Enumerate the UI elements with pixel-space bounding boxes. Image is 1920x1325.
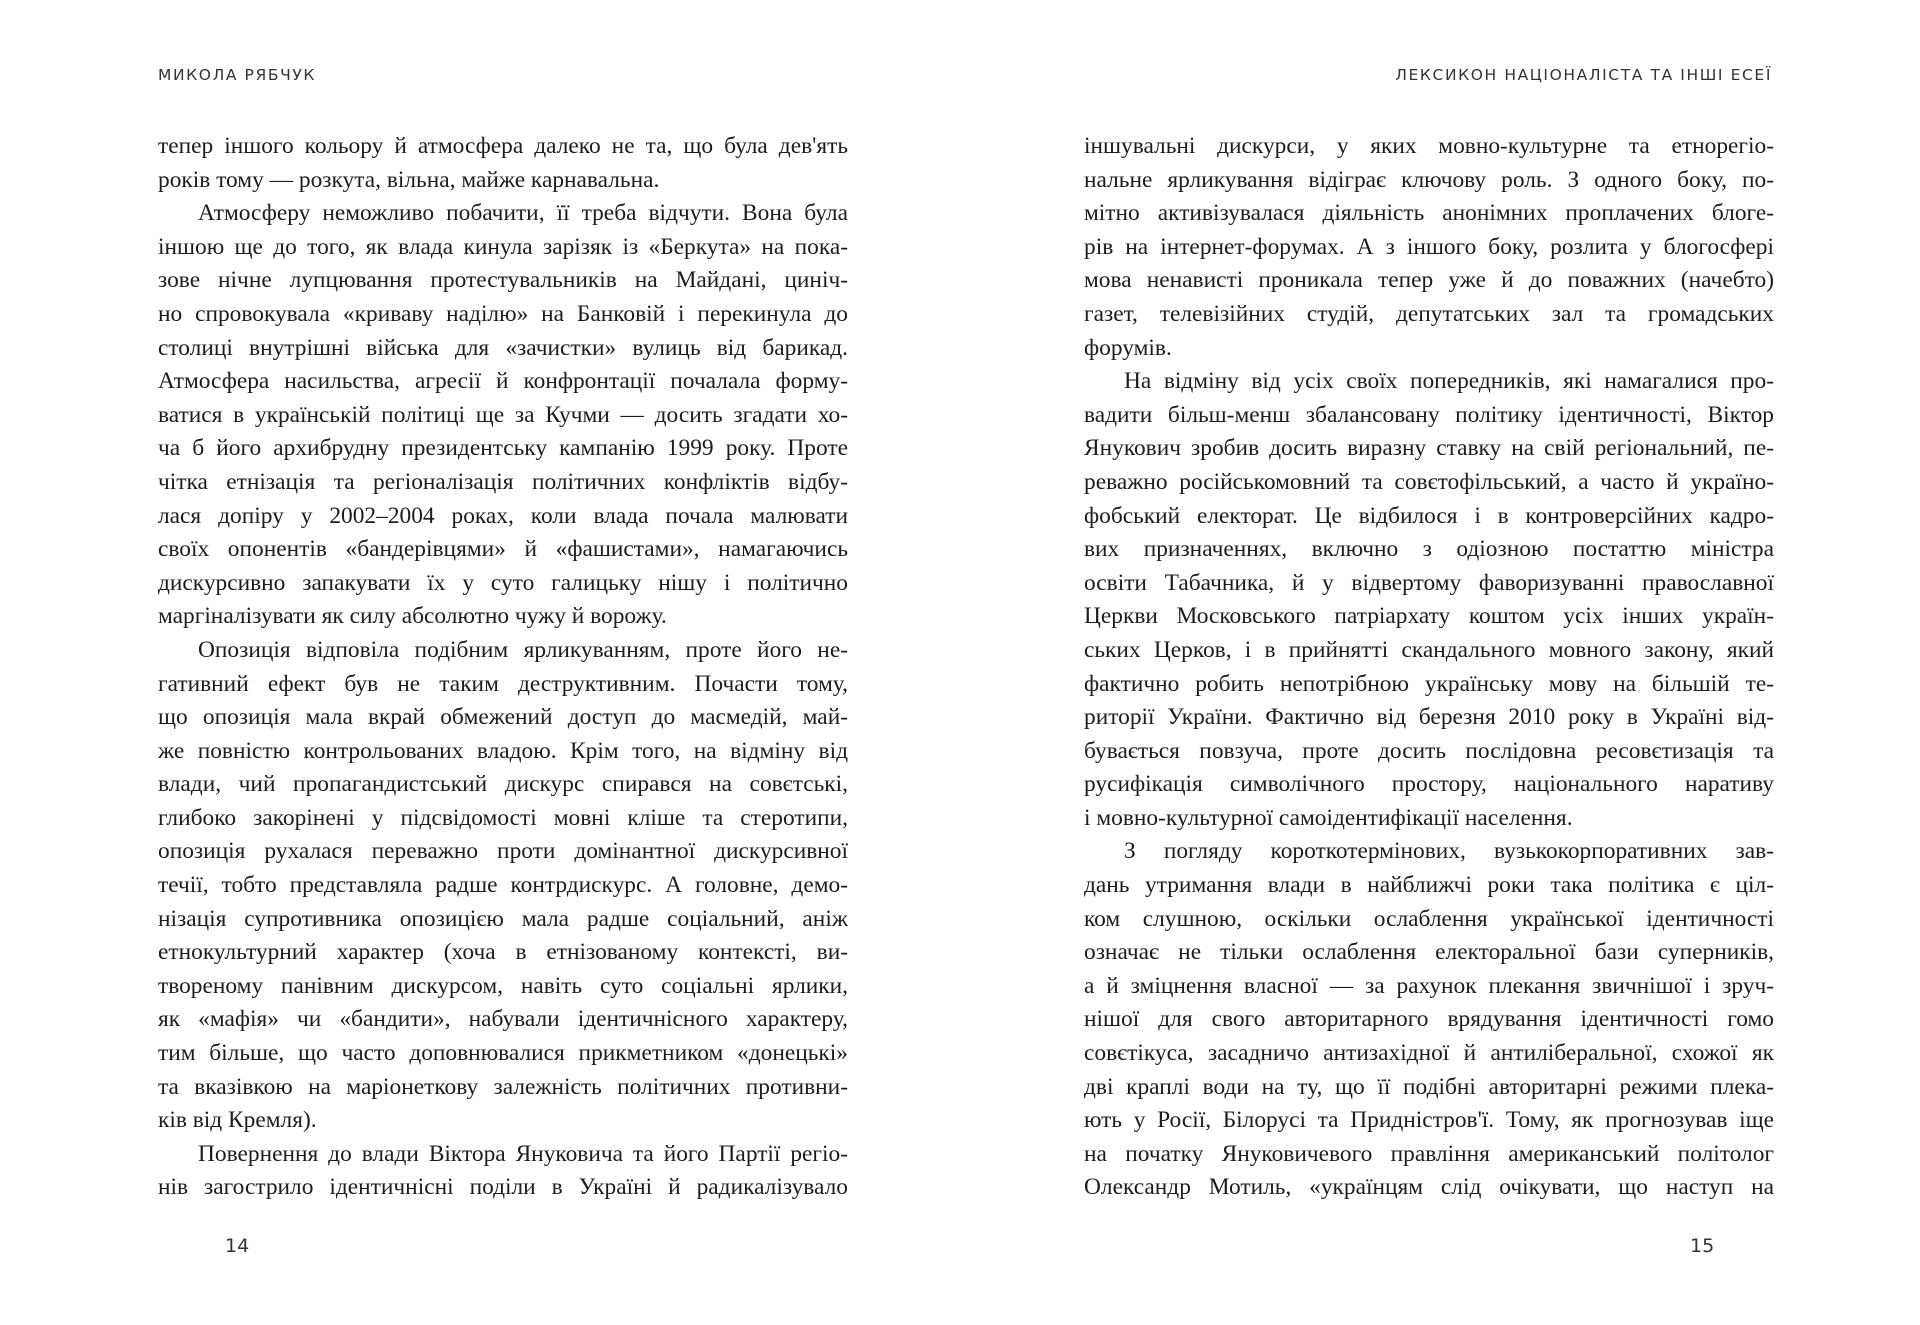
- text-line: освіти Табачника, й у відвертому фаворизуванні православної: [1084, 569, 1774, 596]
- text-line: ських Церков, і в прийнятті скандального мовного закону, який: [1084, 636, 1774, 663]
- text-line: дань утримання влади в найближчі роки така політика є ціл-: [1084, 872, 1774, 899]
- body-text: [1084, 130, 1774, 1205]
- text-line: Атмосферу неможливо побачити, її треба відчути. Вона була: [198, 200, 848, 227]
- text-line: но спровокувала «криваву наділю» на Банковій і перекинула до: [158, 300, 848, 327]
- text-line: Олександр Мотиль, «українцям слід очікувати, що наступ на: [1084, 1174, 1774, 1201]
- text-line: течії, тобто представляла радше контрдискурс. А головне, демо-: [158, 872, 848, 899]
- text-line: іншою ще до того, як влада кинула зарізяк із «Беркута» на пока-: [158, 233, 848, 260]
- text-line: совєтікуса, засадничо антизахідної й антиліберальної, схожої як: [1084, 1040, 1774, 1067]
- text-line: бувається повзуча, проте досить послідовна ресовєтизація та: [1084, 737, 1774, 764]
- text-line: як «мафія» чи «бандити», набували ідентичнісного характеру,: [158, 1006, 848, 1033]
- text-line: тепер іншого кольору й атмосфера далеко не та, що була дев'ять: [158, 133, 848, 159]
- text-line: чітка етнізація та регіоналізація політичних конфліктів відбу-: [158, 468, 848, 495]
- page-number: 15: [1690, 1235, 1715, 1257]
- text-line: русифікація символічного простору, національного наративу: [1084, 771, 1774, 798]
- text-line: років тому — розкута, вільна, майже карнавальна.: [158, 166, 660, 193]
- page-number: 14: [225, 1235, 250, 1257]
- text-line: же повністю контрольованих владою. Крім того, на відміну від: [158, 737, 848, 764]
- text-line: фактично робить непотрібною українську мову на більшій те-: [1084, 670, 1774, 697]
- text-line: фобський електорат. Це відбилося і в контроверсійних кадро-: [1084, 502, 1774, 529]
- text-line: мова ненависті проникала тепер уже й до поважних (начебто): [1084, 267, 1774, 294]
- text-line: Опозиція відповіла подібним ярликуванням, проте його не-: [198, 636, 848, 663]
- body-text: [158, 130, 848, 1205]
- text-line: дві краплі води на ту, що її подібні авторитарні режими плека-: [1084, 1073, 1774, 1100]
- text-line: газет, телевізійних студій, депутатських зал та громадських: [1084, 300, 1774, 327]
- text-line: ють у Росії, Білорусі та Придністров'ї. Тому, як прогнозував іще: [1084, 1107, 1774, 1134]
- text-line: нів загострило ідентичнісні поділи в Україні й радикалізувало: [158, 1174, 848, 1201]
- text-line: тим більше, що часто доповнювалися прикметником «донецькі»: [158, 1040, 848, 1067]
- text-line: а й зміцнення власної — за рахунок плекання звичнішої і зруч-: [1084, 972, 1774, 999]
- text-line: рів на інтернет-форумах. А з іншого боку, розлита у блогосфері: [1084, 233, 1774, 260]
- text-line: зове нічне лупцювання протестувальників на Майдані, циніч-: [158, 267, 848, 294]
- text-line: вадити більш-менш збалансовану політику ідентичності, Віктор: [1084, 401, 1774, 428]
- text-line: Янукович зробив досить виразну ставку на свій регіональний, пе-: [1084, 435, 1774, 462]
- text-line: столиці внутрішні війська для «зачистки» вулиць від барикад.: [158, 334, 848, 361]
- text-line: реважно російськомовний та совєтофільський, а часто й україно-: [1084, 468, 1774, 495]
- text-line: На відміну від усіх своїх попередників, які намагалися про-: [1124, 368, 1774, 395]
- text-line: означає не тільки ослаблення електоральної бази суперників,: [1084, 939, 1774, 966]
- text-line: Атмосфера насильства, агресії й конфронтації почалала форму-: [158, 368, 848, 395]
- text-line: Повернення до влади Віктора Януковича та його Партії регіо-: [198, 1140, 848, 1167]
- text-line: іншувальні дискурси, у яких мовно-культурне та етнорегіо-: [1084, 133, 1774, 159]
- text-line: на початку Януковичевого правління американський політолог: [1084, 1140, 1774, 1167]
- text-line: влади, чий пропагандистський дискурс спирався на совєтські,: [158, 771, 848, 798]
- text-line: глибоко закорінені у підсвідомості мовні кліше та стеротипи,: [158, 804, 848, 831]
- text-line: та вказівкою на маріонеткову залежність політичних противни-: [158, 1073, 848, 1100]
- running-head-title: ЛЕКСИКОН НАЦІОНАЛІСТА ТА ІНШІ ЕСЕЇ: [1395, 66, 1772, 84]
- text-line: опозиція рухалася переважно проти домінантної дискурсивної: [158, 838, 848, 865]
- text-line: твореному панівним дискурсом, навіть суто соціальні ярлики,: [158, 972, 848, 999]
- text-line: своїх опонентів «бандерівцями» й «фашистами», намагаючись: [158, 536, 848, 563]
- text-line: лася допіру у 2002–2004 роках, коли влада почала малювати: [158, 502, 848, 529]
- text-line: ча б його архибрудну президентську кампанію 1999 року. Проте: [158, 435, 848, 462]
- text-line: мітно активізувалася діяльність анонімних проплачених блоге-: [1084, 200, 1774, 227]
- text-line: ків від Кремля).: [158, 1107, 317, 1134]
- text-line: ватися в українській політиці ще за Кучми — досить згадати хо-: [158, 401, 848, 428]
- text-line: нізація супротивника опозицією мала радше соціальний, аніж: [158, 905, 848, 932]
- text-line: маргіналізувати як силу абсолютно чужу й ворожу.: [158, 603, 667, 630]
- text-line: ком слушною, оскільки ослаблення української ідентичності: [1084, 905, 1774, 932]
- text-line: форумів.: [1084, 334, 1172, 361]
- text-line: гативний ефект був не таким деструктивним. Почасти тому,: [158, 670, 848, 697]
- text-line: риторії України. Фактично від березня 2010 року в Україні від-: [1084, 704, 1774, 731]
- text-line: що опозиція мала вкрай обмежений доступ до масмедій, май-: [158, 704, 848, 731]
- text-line: З погляду короткотермінових, вузькокорпоративних зав-: [1124, 838, 1774, 865]
- running-head-author: МИКОЛА РЯБЧУК: [158, 66, 316, 84]
- text-line: етнокультурний характер (хоча в етнізованому контексті, ви-: [158, 939, 848, 966]
- text-line: дискурсивно запакувати їх у суто галицьку нішу і політично: [158, 569, 848, 596]
- text-line: нішої для свого авторитарного врядування ідентичності гомо: [1084, 1006, 1774, 1033]
- text-line: і мовно-культурної самоідентифікації населення.: [1084, 804, 1573, 831]
- right-page: [960, 0, 1920, 1325]
- text-line: вих призначеннях, включно з одіозною постаттю міністра: [1084, 536, 1774, 563]
- text-line: Церкви Московського патріархату коштом усіх інших україн-: [1084, 603, 1774, 630]
- text-line: нальне ярликування відіграє ключову роль. З одного боку, по-: [1084, 166, 1774, 193]
